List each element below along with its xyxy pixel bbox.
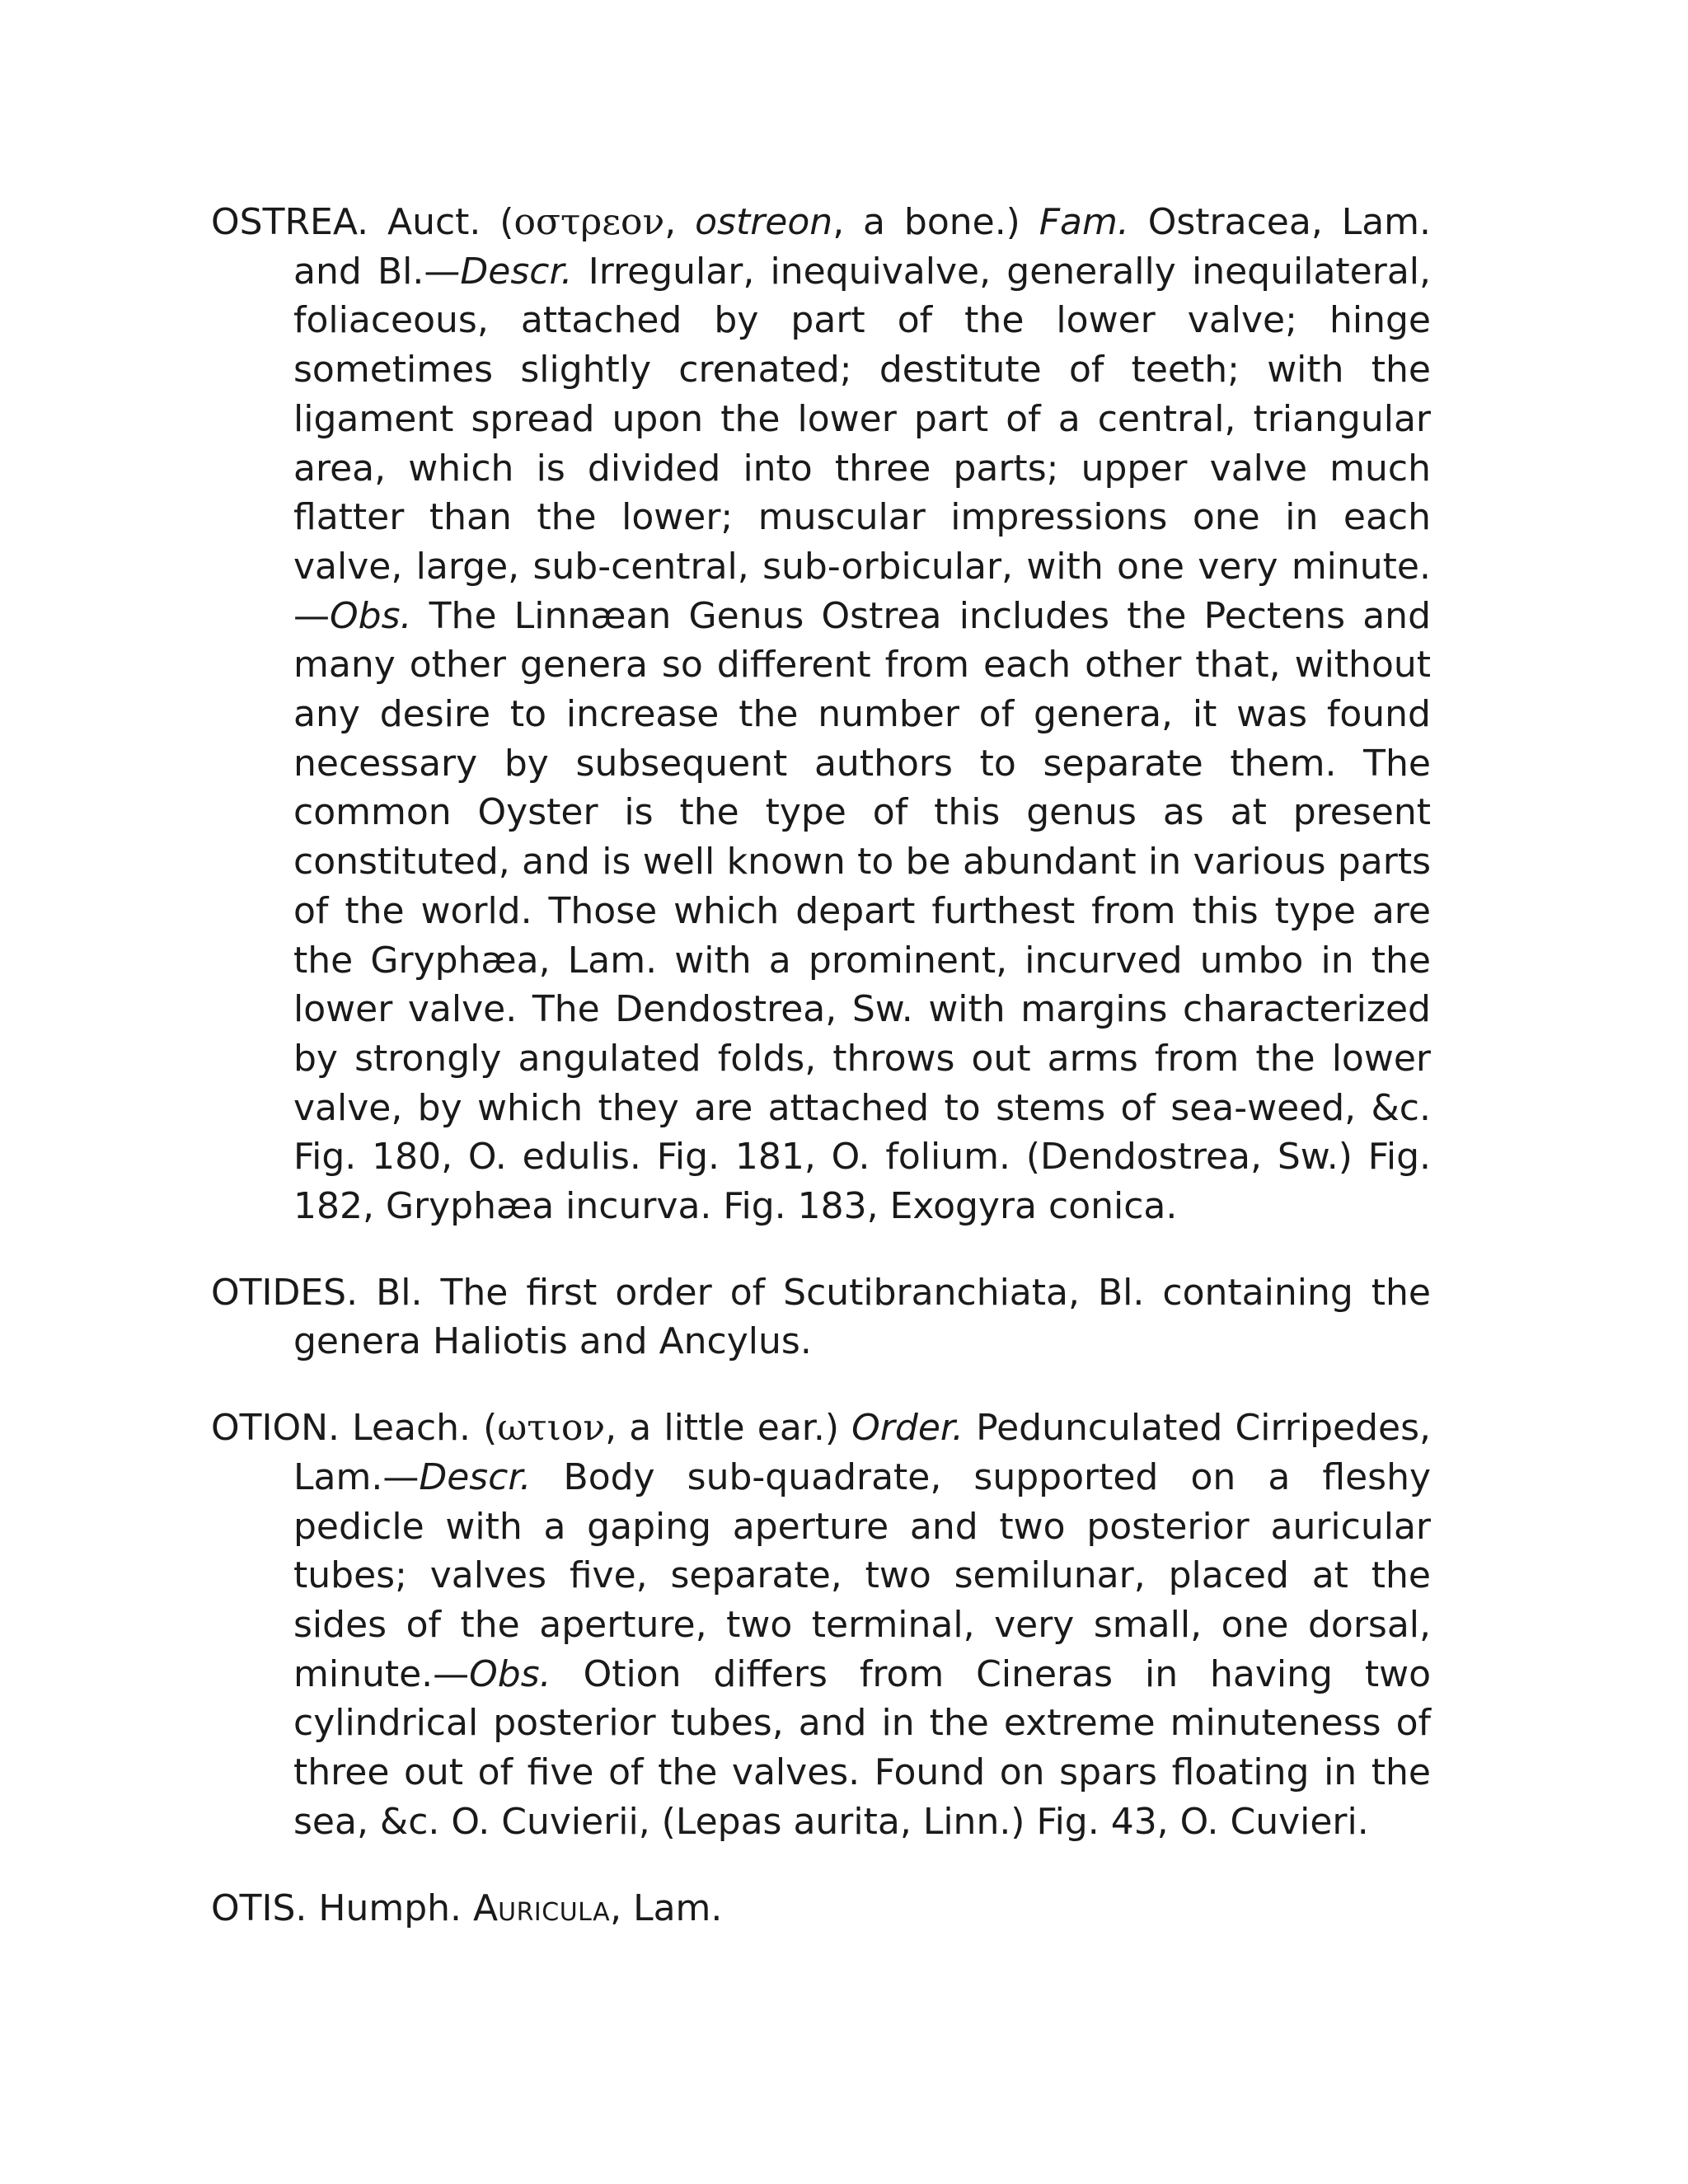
entry-otis	[211, 1884, 1431, 1938]
italic-text: ostreon	[695, 201, 833, 243]
italic-text: Fam.	[1039, 201, 1129, 243]
entry-text: Ostracea, Lam. and Bl.—	[293, 201, 1432, 293]
entry-text: Pedunculated Cirripedes, Lam.—	[293, 1407, 1432, 1498]
entry-text: OTION. Leach. (	[211, 1407, 498, 1450]
entry-text: OTIS. Humph.	[211, 1886, 474, 1929]
greek-word: ωτιον	[497, 1407, 606, 1450]
entry-text: OSTREA. Auct. (	[211, 201, 514, 243]
italic-text: Obs.	[330, 594, 412, 637]
italic-text: Obs.	[469, 1652, 551, 1695]
entry-text: , a bone.)	[832, 201, 1039, 243]
entry-otion	[211, 1404, 1431, 1846]
entry-text: Body sub-quadrate, supported on a fleshy pedicle with a gaping aperture and two posterior auricular tubes; valves five, separate, two semilunar, placed at the sides of the aperture, two terminal, very small, one dorsal, minute.—	[293, 1455, 1431, 1695]
page-text	[211, 198, 1431, 1974]
entry-ostrea	[211, 198, 1431, 1231]
italic-text: Descr.	[460, 250, 573, 293]
entry-text: , Lam.	[610, 1886, 723, 1929]
small-caps-text: A	[473, 1886, 499, 1929]
entry-text: ,	[664, 201, 696, 243]
greek-word: οστρεον	[513, 201, 665, 243]
entry-text: , a little ear.)	[605, 1407, 852, 1450]
entry-text: Otion differs from Cineras in having two cylindrical posterior tubes, and in the extreme minuteness of three out of five of the valves. Found on spars floating in the sea, &c. O. Cuvierii, (Lepas aurita, Linn.) Fig. 43, O. Cuvieri.	[293, 1652, 1431, 1843]
entry-text: OTIDES. Bl. The first order of Scutibranchiata, Bl. containing the genera Haliotis and Ancylus.	[211, 1271, 1431, 1363]
entry-text: Irregular, inequivalve, generally inequilateral, foliaceous, attached by part of the lower valve; hinge sometimes slightly crenated; destitute of teeth; with the ligament spread upon the lower part of a central, triangular area, which is divided into three parts; upper valve much flatter than the lower; muscular impressions one in each valve, large, sub-central, sub-orbicular, with one very minute.—	[293, 250, 1431, 637]
entry-otides	[211, 1268, 1431, 1366]
italic-text: Order.	[851, 1407, 964, 1450]
entry-text: The Linnæan Genus Ostrea includes the Pectens and many other genera so different from each other that, without any desire to increase the number of genera, it was found necessary by subsequent authors to separate them. The common Oyster is the type of this genus as at present constituted, and is well known to be abundant in various parts of the world. Those which depart furthest from this type are the Gryphæa, Lam. with a prominent, incurved umbo in the lower valve. The Dendostrea, Sw. with margins characterized by strongly angulated folds, throws out arms from the lower valve, by which they are attached to stems of sea-weed, &c. Fig. 180, O. edulis. Fig. 181, O. folium. (Dendostrea, Sw.) Fig. 182, Gryphæa incurva. Fig. 183, Exogyra conica.	[293, 594, 1431, 1228]
small-caps-text: URICULA	[498, 1897, 611, 1927]
italic-text: Descr.	[419, 1455, 532, 1498]
